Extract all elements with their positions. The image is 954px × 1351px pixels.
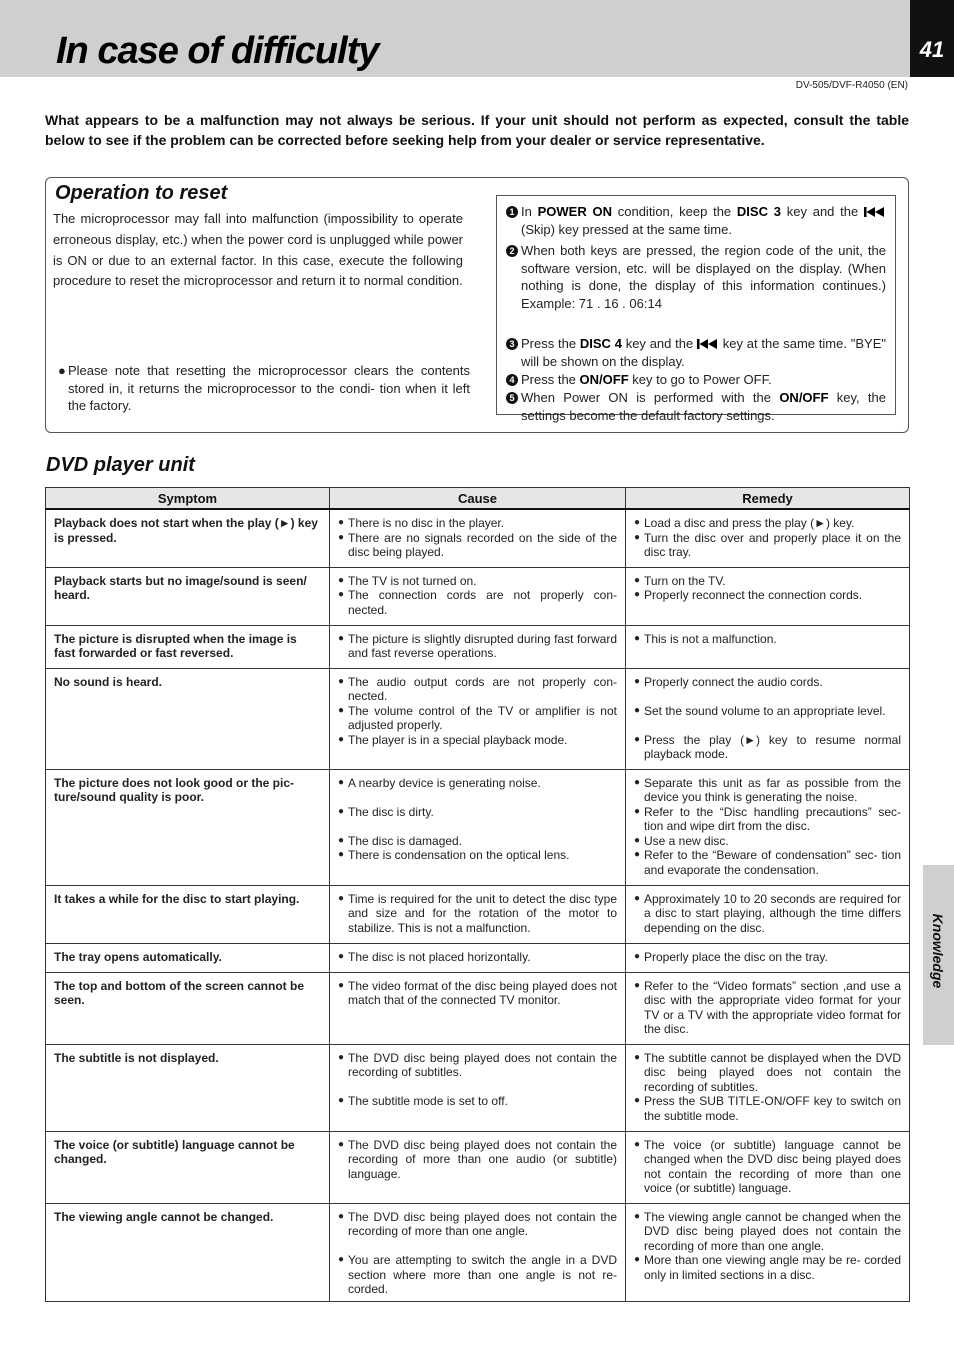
symptom-cell: The picture is disrupted when the image is fast forwarded or fast reversed. bbox=[46, 625, 330, 668]
cause-cell bbox=[330, 972, 626, 1044]
remedy-item: ● Turn on the TV. bbox=[634, 574, 901, 589]
reset-step-3: 3 Press the DISC 4 key and the key at the same time. "BYE" will be shown on the display. bbox=[506, 335, 886, 370]
skip-back-icon bbox=[697, 339, 719, 349]
remedy-item: ● Separate this unit as far as possible from the device you think is generating the noise. bbox=[634, 776, 901, 805]
remedy-cell bbox=[626, 509, 910, 567]
cause-item: ● Time is required for the unit to detect the disc type and size and for the rotation of the motor to stabilize. This is not a malfunction. bbox=[338, 892, 617, 936]
reset-steps bbox=[496, 195, 896, 423]
cause-cell bbox=[330, 509, 626, 567]
cause-item: ● The video format of the disc being played does not match that of the connected TV monitor. bbox=[338, 979, 617, 1008]
column-header: Cause bbox=[330, 488, 626, 510]
cause-cell bbox=[330, 769, 626, 885]
remedy-item: ● The viewing angle cannot be changed when the DVD disc being played does not contain the recording of more than one angle. bbox=[634, 1210, 901, 1254]
cause-item: ● The TV is not turned on. bbox=[338, 574, 617, 589]
remedy-item: ● Properly connect the audio cords. bbox=[634, 675, 901, 690]
symptom-cell: The voice (or subtitle) language cannot be changed. bbox=[46, 1131, 330, 1203]
symptom-cell: Playback does not start when the play (►) key is pressed. bbox=[46, 509, 330, 567]
cause-item: ● The subtitle mode is set to off. bbox=[338, 1094, 617, 1109]
symptom-cell: Playback starts but no image/sound is seen/ heard. bbox=[46, 567, 330, 625]
cause-item: ● The player is in a special playback mode. bbox=[338, 733, 617, 748]
table-header-row bbox=[46, 488, 910, 510]
remedy-item: ● Approximately 10 to 20 seconds are required for a disc to start playing, although the time differs depending on the disc. bbox=[634, 892, 901, 936]
reset-note bbox=[58, 362, 470, 415]
remedy-item: ● Refer to the “Beware of condensation” sec- tion and evaporate the condensation. bbox=[634, 848, 901, 877]
cause-item: ● The disc is dirty. bbox=[338, 805, 617, 820]
cause-cell bbox=[330, 1044, 626, 1131]
cause-item: ● A nearby device is generating noise. bbox=[338, 776, 617, 791]
remedy-item: ● The subtitle cannot be displayed when the DVD disc being played does not contain the recording of subtitles. bbox=[634, 1051, 901, 1095]
remedy-cell bbox=[626, 567, 910, 625]
cause-cell bbox=[330, 943, 626, 972]
cause-item: ● The DVD disc being played does not contain the recording of subtitles. bbox=[338, 1051, 617, 1080]
skip-back-icon bbox=[864, 207, 886, 217]
page-number-box bbox=[910, 0, 954, 77]
symptom-cell: No sound is heard. bbox=[46, 668, 330, 769]
remedy-cell bbox=[626, 769, 910, 885]
symptom-cell: The picture does not look good or the pic- ture/sound quality is poor. bbox=[46, 769, 330, 885]
column-header: Symptom bbox=[46, 488, 330, 510]
table-row bbox=[46, 668, 910, 769]
intro-text: What appears to be a malfunction may not always be serious. If your unit should not perform as expected, consult the table below to see if the problem can be corrected before seeking help from your dealer or service representative. bbox=[45, 112, 909, 148]
symptom-cell: The tray opens automatically. bbox=[46, 943, 330, 972]
cause-item: ● There is no disc in the player. bbox=[338, 516, 617, 531]
model-number: DV-505/DVF-R4050 (EN) bbox=[795, 80, 908, 91]
remedy-item: ● Properly reconnect the connection cords. bbox=[634, 588, 901, 603]
remedy-item: ● Refer to the “Disc handling precautions” sec- tion and wipe dirt from the disc. bbox=[634, 805, 901, 834]
reset-step-1: 1 In POWER ON condition, keep the DISC 3 key and the (Skip) key pressed at the same time. bbox=[506, 203, 886, 238]
cause-cell bbox=[330, 625, 626, 668]
table-row bbox=[46, 972, 910, 1044]
table-row bbox=[46, 769, 910, 885]
remedy-item: ● Press the SUB TITLE-ON/OFF key to switch on the subtitle mode. bbox=[634, 1094, 901, 1123]
cause-item: ● The volume control of the TV or amplifier is not adjusted properly. bbox=[338, 704, 617, 733]
table-row bbox=[46, 1044, 910, 1131]
remedy-item: ● Press the play (►) key to resume normal playback mode. bbox=[634, 733, 901, 762]
reset-heading: Operation to reset bbox=[55, 182, 228, 204]
table-row bbox=[46, 885, 910, 943]
cause-item: ● The DVD disc being played does not contain the recording of more than one angle. bbox=[338, 1210, 617, 1239]
remedy-item: ● Set the sound volume to an appropriate level. bbox=[634, 704, 901, 719]
remedy-item: ● This is not a malfunction. bbox=[634, 632, 901, 647]
remedy-item: ● Refer to the “Video formats” section ,and use a disc with the appropriate video format for your TV or a TV with the appropriate video format for the disc. bbox=[634, 979, 901, 1037]
step-number-icon: 4 bbox=[506, 374, 518, 386]
symptom-cell: The top and bottom of the screen cannot be seen. bbox=[46, 972, 330, 1044]
cause-item: ● The audio output cords are not properly con- nected. bbox=[338, 675, 617, 704]
reset-step-2: 2 When both keys are pressed, the region code of the unit, the software version, etc. will be displayed on the display. (When nothing is done, the display of this information continues.) Example: 71 . 16 . 06:14 bbox=[506, 242, 886, 312]
symptom-cell: The subtitle is not displayed. bbox=[46, 1044, 330, 1131]
remedy-cell bbox=[626, 1044, 910, 1131]
remedy-cell bbox=[626, 1131, 910, 1203]
page-number: 41 bbox=[919, 37, 945, 62]
cause-item: ● The DVD disc being played does not contain the recording of more than one audio (or subtitle) language. bbox=[338, 1138, 617, 1182]
reset-step-5: 5 When Power ON is performed with the ON/OFF key, the settings become the default factory settings. bbox=[506, 389, 886, 424]
reset-step-4: 4 Press the ON/OFF key to go to Power OFF. bbox=[506, 371, 886, 389]
step-number-icon: 3 bbox=[506, 338, 518, 350]
table-row bbox=[46, 567, 910, 625]
cause-item: ● You are attempting to switch the angle in a DVD section where more than one angle is not re- corded. bbox=[338, 1253, 617, 1297]
step-number-icon: 2 bbox=[506, 245, 518, 257]
cause-cell bbox=[330, 885, 626, 943]
table-row bbox=[46, 509, 910, 567]
cause-item: ● The disc is damaged. bbox=[338, 834, 617, 849]
side-tab bbox=[923, 865, 954, 1045]
remedy-cell bbox=[626, 625, 910, 668]
column-header: Remedy bbox=[626, 488, 910, 510]
remedy-cell bbox=[626, 668, 910, 769]
symptom-cell: The viewing angle cannot be changed. bbox=[46, 1203, 330, 1301]
reset-description: The microprocessor may fall into malfunction (impossibility to operate erroneous display, etc.) when the power cord is unplugged while power is ON or due to an external factor. In this case, execute the following procedure to reset the microprocessor and return it to normal condition. bbox=[53, 211, 463, 289]
side-tab-label: Knowledge bbox=[930, 913, 946, 989]
cause-item: ● There is condensation on the optical lens. bbox=[338, 848, 617, 863]
reset-note-text: Please note that resetting the microprocessor clears the contents stored in, it returns the microprocessor to the condi- tion when it left the factory. bbox=[68, 363, 470, 413]
remedy-item: ● Load a disc and press the play (►) key. bbox=[634, 516, 901, 531]
remedy-item: ● More than one viewing angle may be re- corded only in limited sections in a disc. bbox=[634, 1253, 901, 1282]
remedy-item: ● Turn the disc over and properly place it on the disc tray. bbox=[634, 531, 901, 560]
remedy-item: ● Properly place the disc on the tray. bbox=[634, 950, 901, 965]
cause-item: ● The connection cords are not properly con- nected. bbox=[338, 588, 617, 617]
reset-section bbox=[45, 177, 909, 433]
step-number-icon: 1 bbox=[506, 206, 518, 218]
remedy-cell bbox=[626, 972, 910, 1044]
remedy-item: ● Use a new disc. bbox=[634, 834, 901, 849]
cause-item: ● The disc is not placed horizontally. bbox=[338, 950, 617, 965]
remedy-cell bbox=[626, 885, 910, 943]
step-number-icon: 5 bbox=[506, 392, 518, 404]
table-row bbox=[46, 1203, 910, 1301]
remedy-cell bbox=[626, 1203, 910, 1301]
symptom-cell: It takes a while for the disc to start playing. bbox=[46, 885, 330, 943]
remedy-item: ● The voice (or subtitle) language cannot be changed when the DVD disc being played does not contain the recording of more than one voice (or subtitle) language. bbox=[634, 1138, 901, 1196]
table-row bbox=[46, 943, 910, 972]
cause-cell bbox=[330, 1203, 626, 1301]
cause-cell bbox=[330, 668, 626, 769]
table-row bbox=[46, 625, 910, 668]
dvd-heading: DVD player unit bbox=[46, 454, 195, 476]
bullet-icon: ● bbox=[58, 363, 66, 378]
cause-cell bbox=[330, 1131, 626, 1203]
cause-item: ● The picture is slightly disrupted during fast forward and fast reverse operations. bbox=[338, 632, 617, 661]
cause-item: ● There are no signals recorded on the side of the disc being played. bbox=[338, 531, 617, 560]
troubleshooting-table bbox=[45, 487, 910, 1302]
remedy-cell bbox=[626, 943, 910, 972]
table-row bbox=[46, 1131, 910, 1203]
page-title: In case of difficulty bbox=[56, 30, 379, 72]
cause-cell bbox=[330, 567, 626, 625]
